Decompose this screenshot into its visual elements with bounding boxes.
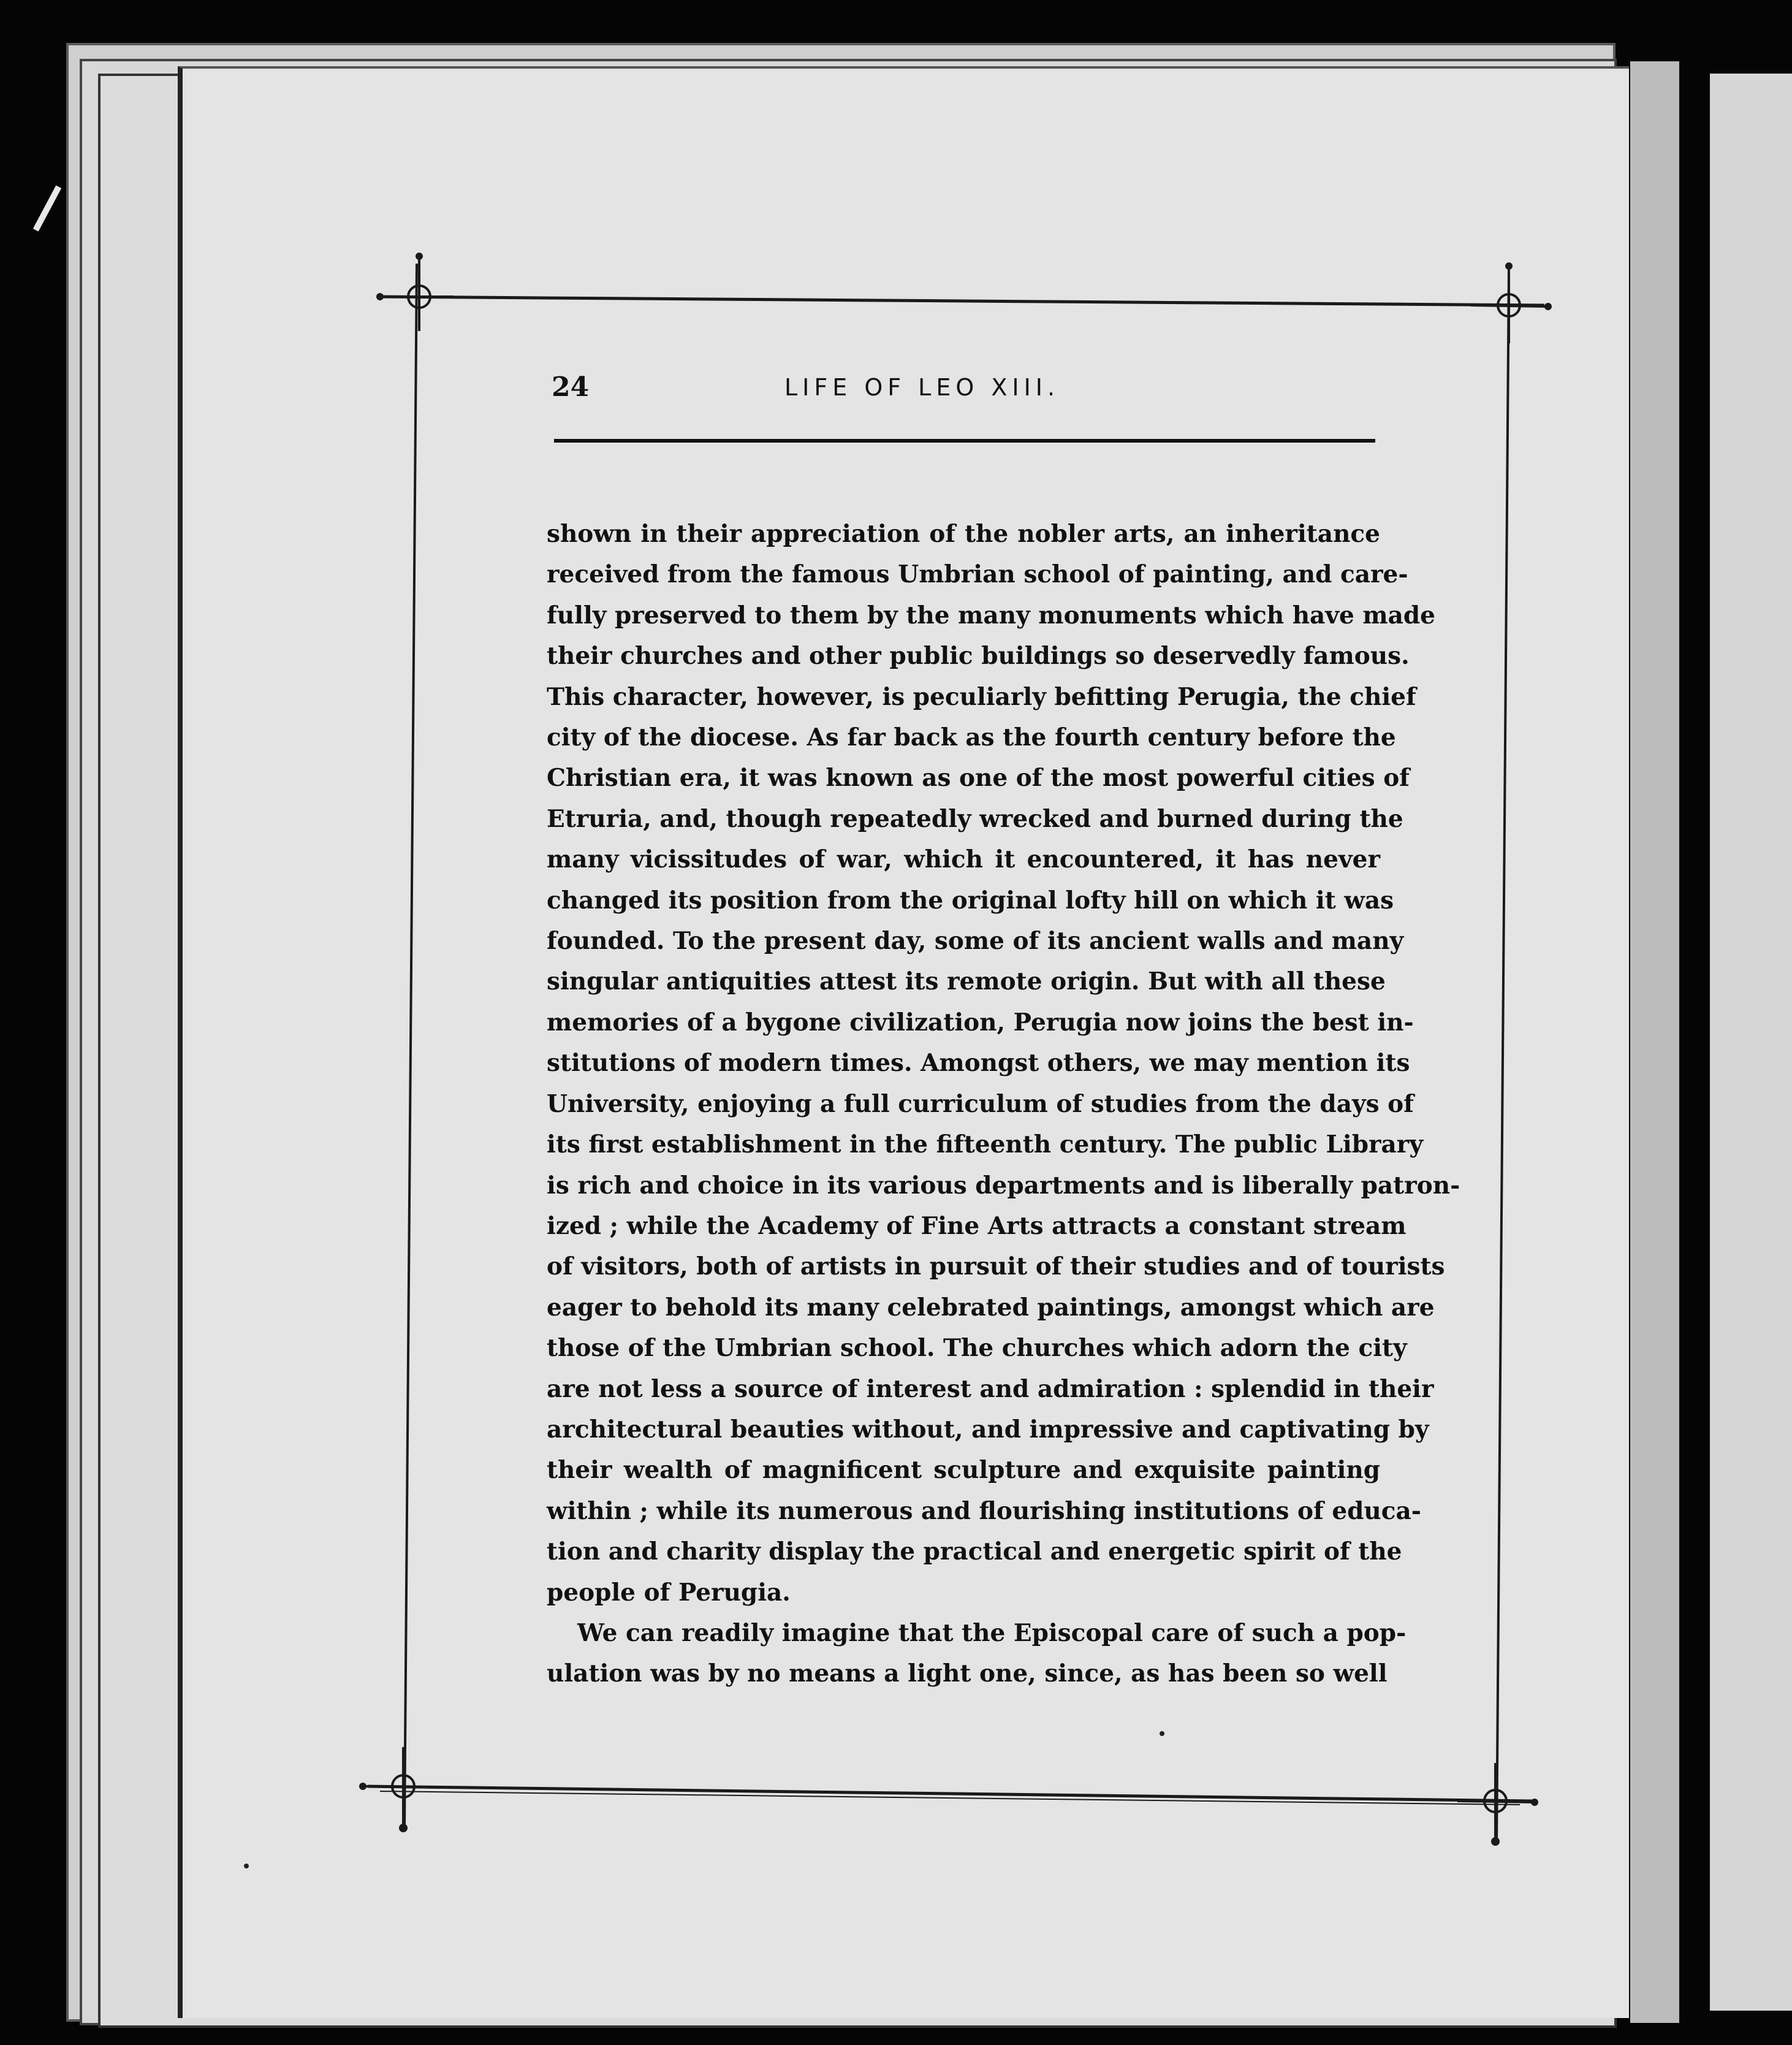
body-text: [547, 514, 1460, 1694]
text-line: their wealth of magnificent sculpture and exquisite painting: [547, 1456, 1380, 1485]
text-line: ized ; while the Academy of Fine Arts attracts a constant stream: [547, 1211, 1407, 1240]
text-line: within ; while its numerous and flourishing institutions of educa-: [547, 1496, 1421, 1525]
text-line: This character, however, is peculiarly befitting Perugia, the chief: [547, 682, 1416, 711]
text-line: those of the Umbrian school. The churches which adorn the city: [547, 1334, 1407, 1363]
text-line: their churches and other public buildings so deservedly famous.: [547, 642, 1410, 671]
text-line: founded. To the present day, some of its ancient walls and many: [547, 927, 1404, 956]
text-line: tion and charity display the practical and energetic spirit of the: [547, 1537, 1402, 1566]
text-line: received from the famous Umbrian school of painting, and care-: [547, 560, 1408, 589]
text-line: Etruria, and, though repeatedly wrecked and burned during the: [547, 804, 1403, 833]
ink-speck: [1160, 1731, 1164, 1736]
text-line: Christian era, it was known as one of the most powerful cities of: [547, 764, 1410, 793]
text-line: stitutions of modern times. Amongst others, we may mention its: [547, 1049, 1410, 1078]
text-line: eager to behold its many celebrated paintings, amongst which are: [547, 1293, 1435, 1322]
ink-speck: [244, 1864, 249, 1868]
running-head: [552, 371, 1379, 408]
text-line: many vicissitudes of war, which it encountered, it has never: [547, 845, 1380, 874]
page-edge-strip: [1630, 61, 1679, 2023]
text-line: is rich and choice in its various departments and is liberally patron-: [547, 1171, 1460, 1200]
facing-page-edge: [1710, 74, 1792, 2011]
text-line: We can readily imagine that the Episcopal care of such a pop-: [577, 1618, 1407, 1647]
text-line: singular antiquities attest its remote origin. But with all these: [547, 967, 1386, 996]
text-line: ulation was by no means a light one, since, as has been so well: [547, 1659, 1388, 1688]
text-line: memories of a bygone civilization, Perugia now joins the best in-: [547, 1008, 1414, 1037]
text-line: shown in their appreciation of the nobler arts, an inheritance: [547, 520, 1380, 548]
page-number: 24: [552, 371, 590, 403]
text-line: University, enjoying a full curriculum of studies from the days of: [547, 1089, 1414, 1118]
text-line: are not less a source of interest and admiration : splendid in their: [547, 1374, 1434, 1403]
text-line: of visitors, both of artists in pursuit of their studies and of tourists: [547, 1252, 1445, 1281]
running-title: LIFE OF LEO XIII.: [784, 374, 1060, 401]
text-line: fully preserved to them by the many monuments which have made: [547, 601, 1435, 630]
header-rule: [554, 439, 1375, 443]
text-line: city of the diocese. As far back as the fourth century before the: [547, 723, 1396, 752]
text-line: its first establishment in the fifteenth century. The public Library: [547, 1130, 1424, 1159]
text-line: people of Perugia.: [547, 1578, 791, 1607]
text-line: architectural beauties without, and impressive and captivating by: [547, 1415, 1429, 1444]
text-line: changed its position from the original lofty hill on which it was: [547, 886, 1394, 915]
